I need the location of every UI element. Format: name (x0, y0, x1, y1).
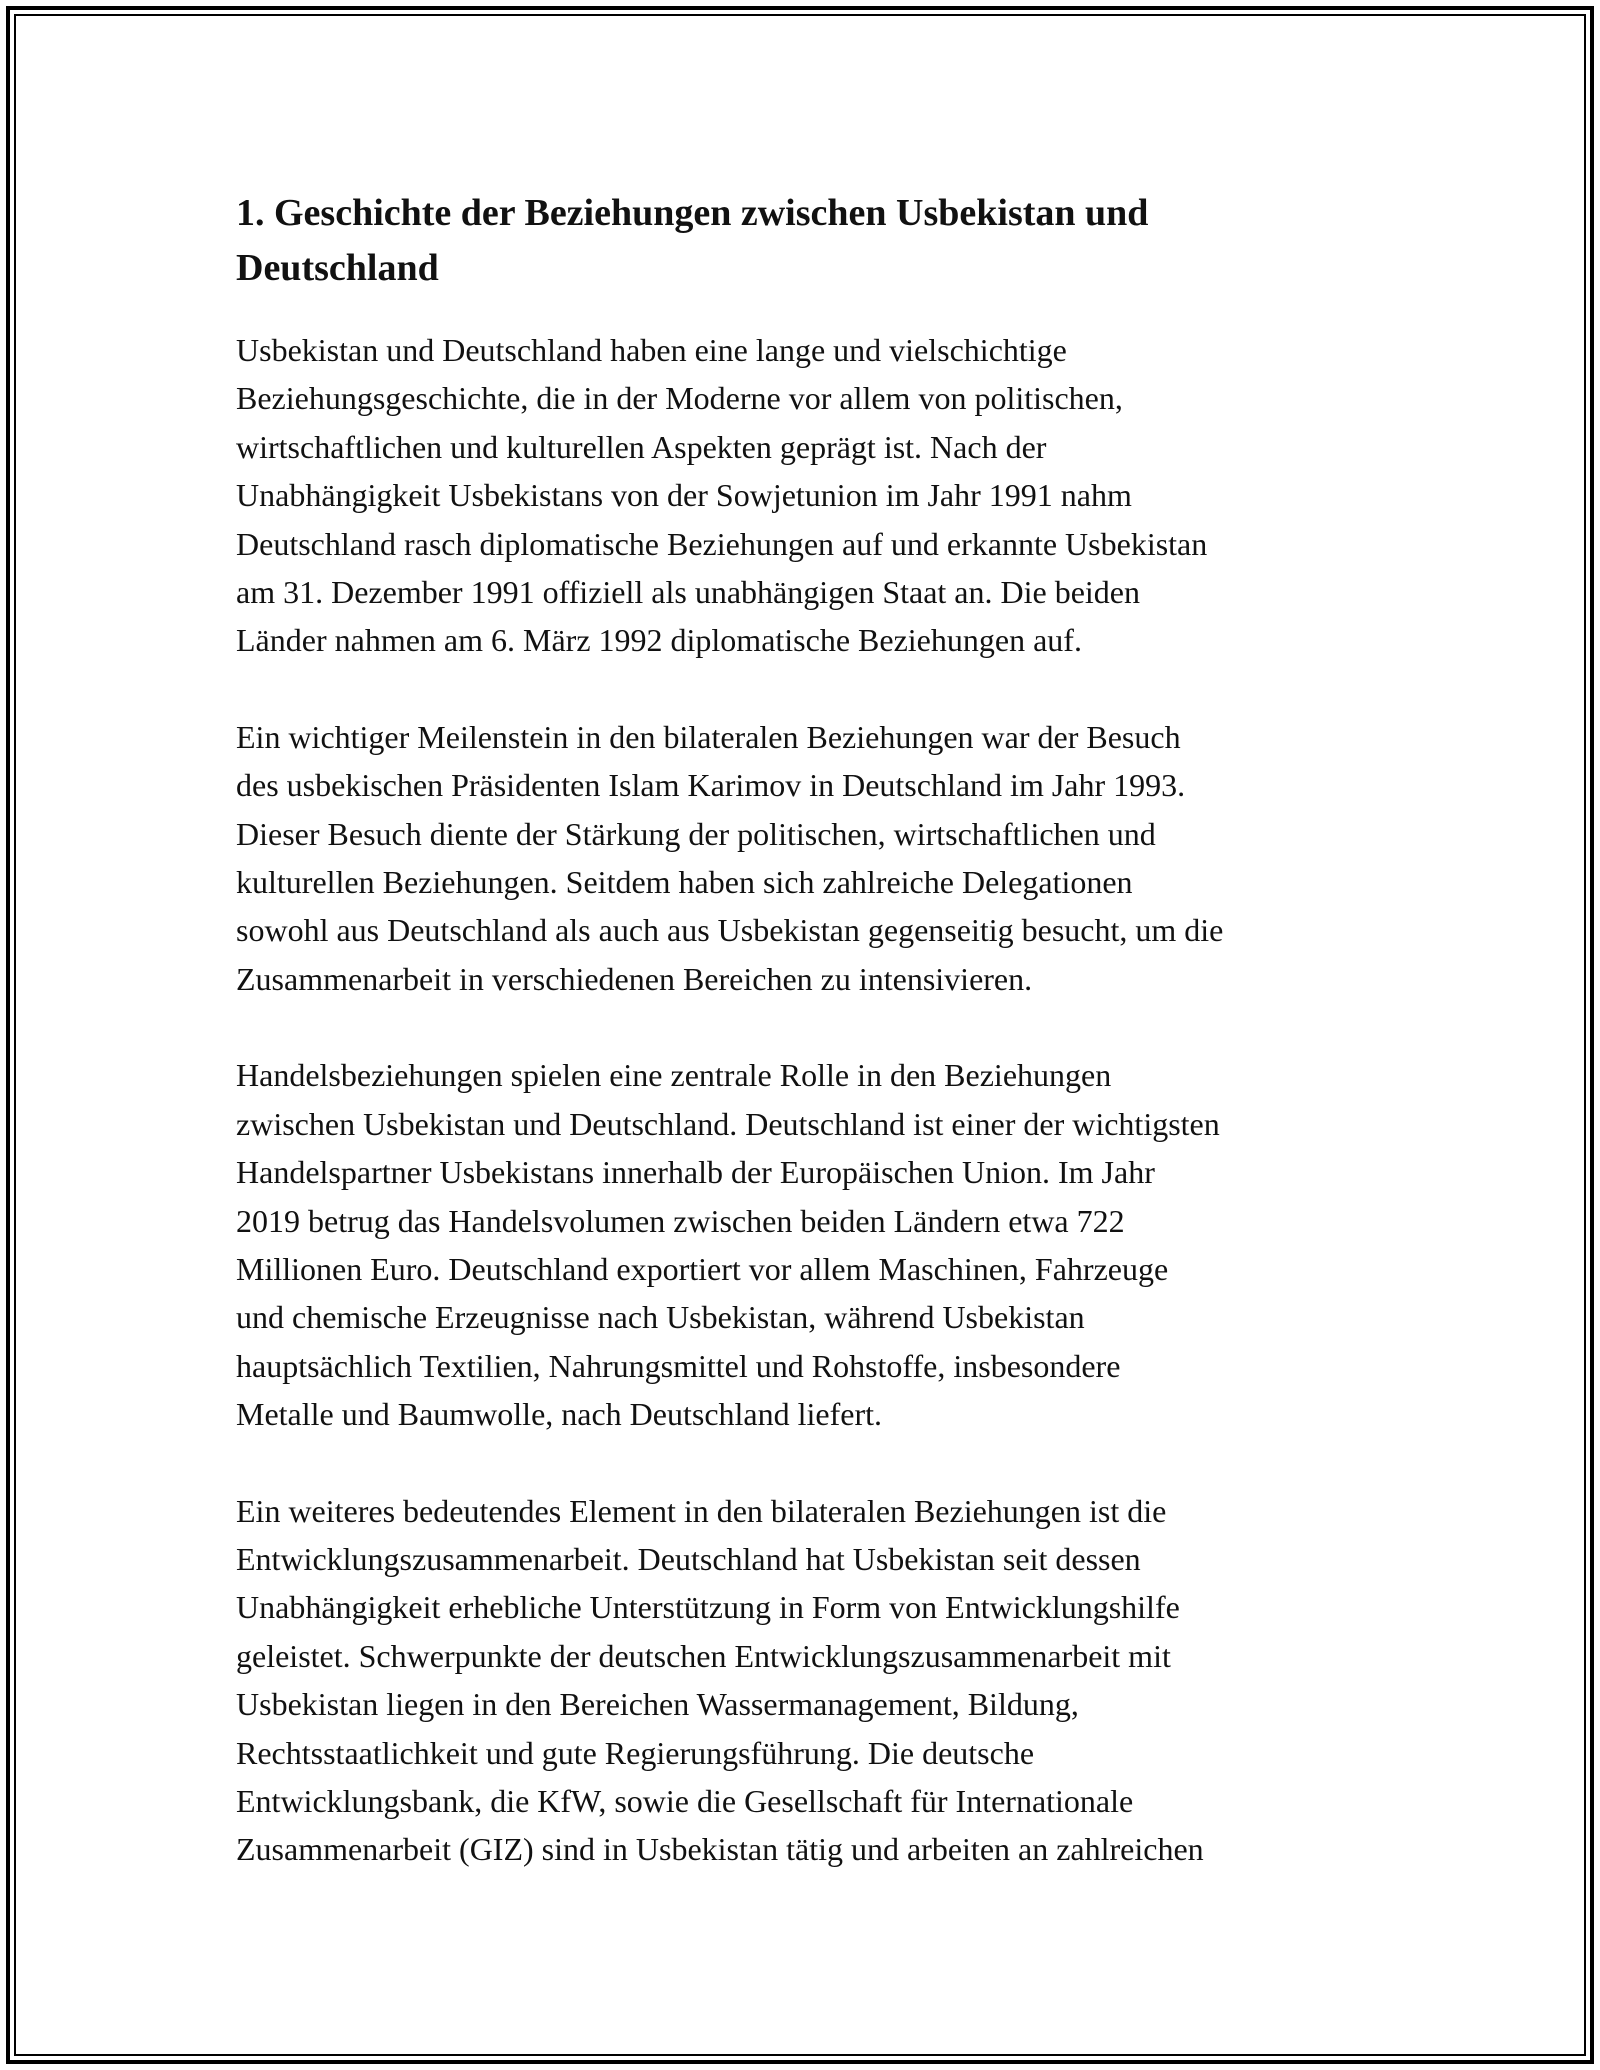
document-body (236, 186, 1376, 1874)
paragraph-2: Ein wichtiger Meilenstein in den bilateralen Beziehungen war der Besuch des usbekischen Präsidenten Islam Karimov in Deutschland im Jahr 1993. Dieser Besuch diente der Stärkung der politischen, wirtschaftlichen und kulturellen Beziehungen. Seitdem haben sich zahlreiche Delegationen sowohl aus Deutschland als auch aus Usbekistan gegenseitig besucht, um die Zusammenarbeit in verschiedenen Bereichen zu intensivieren. (236, 718, 1224, 997)
section-heading: 1. Geschichte der Beziehungen zwischen Usbekistan und Deutschland (236, 192, 1149, 289)
paragraph-1: Usbekistan und Deutschland haben eine lange und vielschichtige Beziehungsgeschichte, die in der Moderne vor allem von politischen, wirtschaftlichen und kulturellen Aspekten geprägt ist. Nach der Unabhängigkeit Usbekistans von der Sowjetunion im Jahr 1991 nahm Deutschland rasch diplomatische Beziehungen auf und erkannte Usbekistan am 31. Dezember 1991 offiziell als unabhängigen Staat an. Die beiden Länder nahmen am 6. März 1992 diplomatische Beziehungen auf. (236, 332, 1208, 659)
paragraph-3: Handelsbeziehungen spielen eine zentrale Rolle in den Beziehungen zwischen Usbekistan und Deutschland. Deutschland ist einer der wichtigsten Handelspartner Usbekistans innerhalb der Europäischen Union. Im Jahr 2019 betrug das Handelsvolumen zwischen beiden Ländern etwa 722 Millionen Euro. Deutschland exportiert vor allem Maschinen, Fahrzeuge und chemische Erzeugnisse nach Usbekistan, während Usbekistan hauptsächlich Textilien, Nahrungsmittel und Rohstoffe, insbesondere Metalle und Baumwolle, nach Deutschland liefert. (236, 1057, 1220, 1433)
paragraph-4: Ein weiteres bedeutendes Element in den bilateralen Beziehungen ist die Entwicklungszusammenarbeit. Deutschland hat Usbekistan seit dessen Unabhängigkeit erhebliche Unterstützung in Form von Entwicklungshilfe geleistet. Schwerpunkte der deutschen Entwicklungszusammenarbeit mit Usbekistan liegen in den Bereichen Wassermanagement, Bildung, Rechtsstaatlichkeit und gute Regierungsführung. Die deutsche Entwicklungsbank, die KfW, sowie die Gesellschaft für Internationale Zusammenarbeit (GIZ) sind in Usbekistan tätig und arbeiten an zahlreichen (236, 1492, 1204, 1868)
